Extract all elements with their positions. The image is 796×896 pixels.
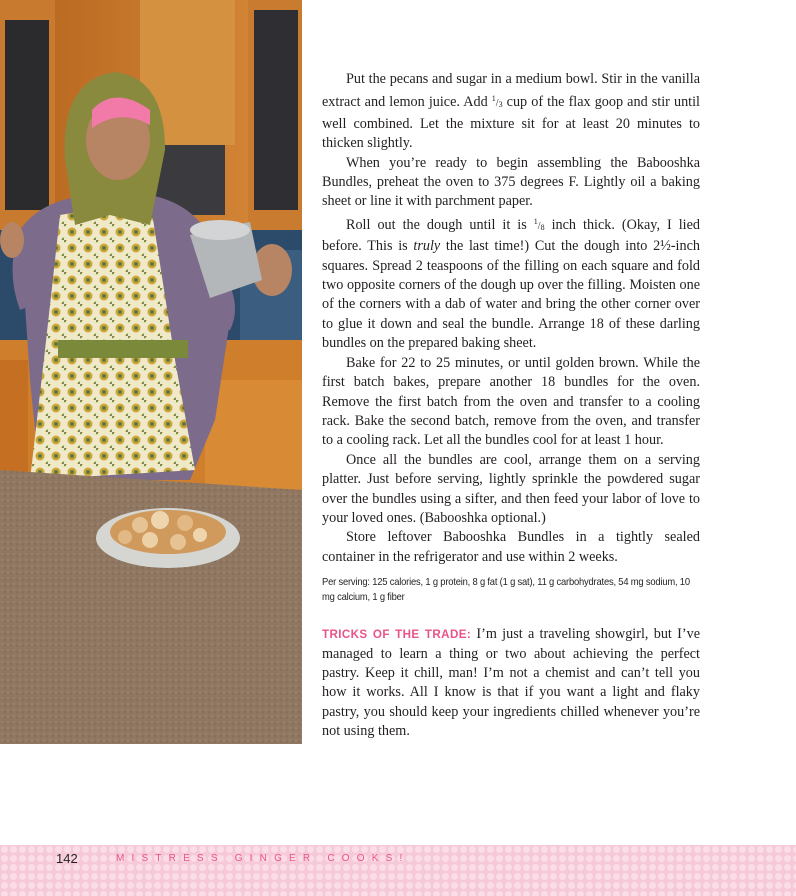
fraction-one-third: $^1/_3$ (491, 94, 503, 110)
recipe-text-column (322, 70, 700, 742)
nutrition-info: Per serving: 125 calories, 1 g protein, 8 g fat (1 g sat), 11 g carbohydrates, 54 mg sodium, 10 mg calcium, 1 g fiber (322, 577, 690, 604)
paragraph-3-text-c: the last time!) Cut the dough into 2½-inch squares. Spread 2 teaspoons of the filling on each square and fold two opposite corners of the dough up over the filling. Moisten one of the corners with a dab of water and bring the other corner over to glue it down and seal the bundle. Arrange 18 of these darling bundles on the prepared baking sheet. (322, 238, 700, 352)
photo-illustration (0, 0, 302, 744)
fraction-numerator: 1 (533, 216, 538, 226)
paragraph-4: Bake for 22 to 25 minutes, or until golden brown. While the first batch bakes, prepare another 18 bundles for the oven. Remove the first batch from the oven and transfer to a cooling rack. Bake the second batch, remove from the oven, and transfer to a cooling rack. Let all the bundles cool for at least 1 hour. (322, 354, 700, 449)
fraction-denominator: 3 (498, 100, 503, 110)
paragraph-3-text-a: Roll out the dough until it is (346, 216, 534, 233)
paragraph-1-text-a: Put the pecans and sugar in a medium bowl. Stir in the vanilla extract and lemon juice. Add (322, 71, 700, 111)
paragraph-6: Store leftover Babooshka Bundles in a tightly sealed container in the refrigerator and use within 2 weeks. (322, 529, 700, 565)
paragraph-5: Once all the bundles are cool, arrange them on a serving platter. Just before serving, lightly sprinkle the powdered sugar over the bundles using a sifter, and then feed your labor of love to your loved ones. (Babooshka optional.) (322, 451, 700, 526)
paragraph-1-text-b: cup of the flax goop and stir until well combined. Let the mixture sit for at least 20 minutes to thicken slightly. (322, 94, 700, 152)
paragraph-3 (322, 212, 700, 354)
tricks-label: TRICKS OF THE TRADE: (322, 628, 472, 642)
photo-chef-with-sifter (0, 0, 302, 744)
emphasis-truly: truly (413, 238, 441, 255)
paragraph-2: When you’re ready to begin assembling the Babooshka Bundles, preheat the oven to 375 degrees F. Lightly oil a baking sheet or line it with parchment paper. (322, 154, 700, 210)
fraction-numerator: 1 (491, 94, 496, 104)
paragraph-3-text-b: inch thick. (Okay, I lied before. This is (322, 216, 701, 255)
fraction-one-eighth: $^1/_8$ (533, 216, 545, 232)
page-number: 142 (56, 851, 78, 866)
tricks-of-the-trade (322, 625, 700, 741)
running-head: MISTRESS GINGER COOKS! (116, 853, 410, 864)
tricks-text: I’m just a traveling showgirl, but I’ve managed to learn a thing or two about achieving the perfect pastry. Keep it chill, man! I’m not a chemist and can’t tell you how it works. All I know is that if you want a light and flaky pastry, you should keep your ingredients chilled whenever you’re not using them. (322, 626, 700, 740)
paragraph-1 (322, 70, 700, 154)
fraction-denominator: 8 (540, 222, 545, 232)
